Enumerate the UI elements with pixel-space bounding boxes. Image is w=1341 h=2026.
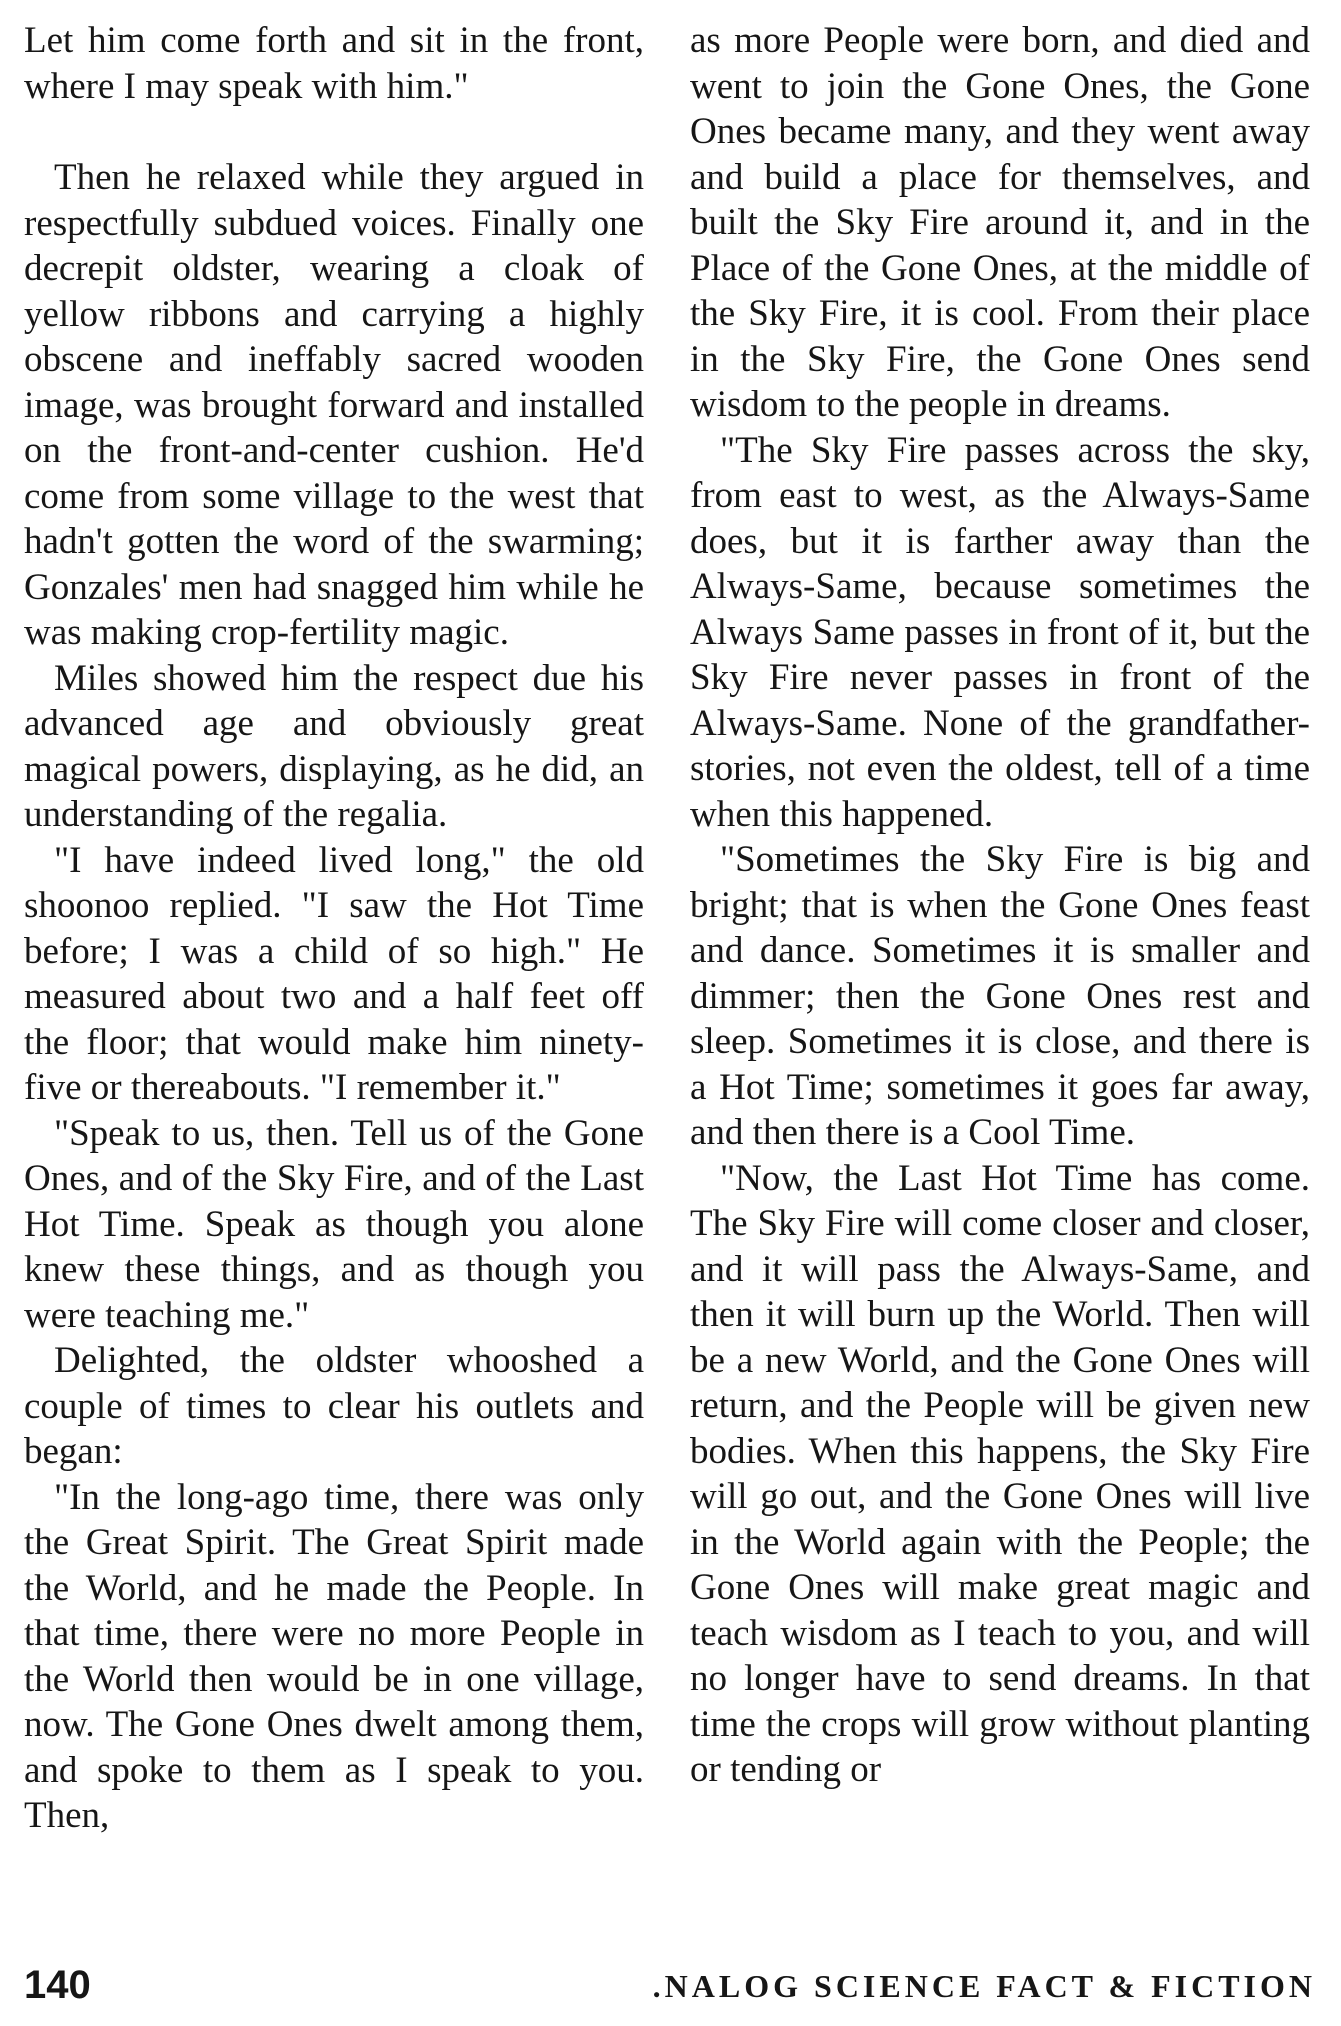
paragraph: "Sometimes the Sky Fire is big and bright; that is when the Gone Ones feast and dance. Sometimes it is smaller and dimmer; then the Gone Ones rest and sleep. Sometimes it is close, and there is a Hot Time; sometimes it goes far away, and then there is a Cool Time. (690, 839, 1310, 1153)
running-head: .NALOG SCIENCE FACT & FICTION (652, 1968, 1316, 2004)
page-number: 140 (24, 1963, 91, 2007)
paragraph: as more People were born, and died and went to join the Gone Ones, the Gone Ones became many, and they went away and build a place for themselves, and built the Sky Fire around it, and in the Place of the Gone Ones, at the middle of the Sky Fire, it is cool. From their place in the Sky Fire, the Gone Ones send wisdom to the people in dreams. (690, 20, 1310, 425)
left-text-column (24, 18, 644, 1839)
paragraph: Delighted, the oldster whooshed a couple of times to clear his outlets and began: (24, 1340, 644, 1472)
paragraph: Then he relaxed while they argued in respectfully subdued voices. Finally one decrepit oldster, wearing a cloak of yellow ribbons and carrying a highly obscene and ineffably sacred wooden image, was brought forward and installed on the front-and-center cushion. He'd come from some village to the west that hadn't gotten the word of the swarming; Gonzales' men had snagged him while he was making crop-fertility magic. (24, 157, 644, 653)
paragraph: Let him come forth and sit in the front, where I may speak with him." (24, 20, 644, 107)
paragraph: "Now, the Last Hot Time has come. The Sky Fire will come closer and closer, and it will pass the Always-Same, and then it will burn up the World. Then will be a new World, and the Gone Ones will return, and the People will be given new bodies. When this happens, the Sky Fire will go out, and the Gone Ones will live in the World again with the People; the Gone Ones will make great magic and teach wisdom as I teach to you, and will no longer have to send dreams. In that time the crops will grow without planting or tending or (690, 1157, 1310, 1790)
paragraph: "In the long-ago time, there was only the Great Spirit. The Great Spirit made the World, and he made the People. In that time, there were no more People in the World then would be in one village, now. The Gone Ones dwelt among them, and spoke to them as I speak to you. Then, (24, 1476, 644, 1836)
page-footer (24, 1960, 1316, 2010)
paragraph: "I have indeed lived long," the old shoonoo replied. "I saw the Hot Time before; I was a child of so high." He measured about two and a half feet off the floor; that would make him ninety-five or thereabouts. "I remember it." (24, 839, 644, 1108)
right-text-column (690, 18, 1310, 1793)
paragraph: "Speak to us, then. Tell us of the Gone Ones, and of the Sky Fire, and of the Last Hot Time. Speak as though you alone knew these things, and as though you were teaching me." (24, 1112, 644, 1336)
paragraph: "The Sky Fire passes across the sky, from east to west, as the Always-Same does, but it is farther away than the Always-Same, because sometimes the Always Same passes in front of it, but the Sky Fire never passes in front of the Always-Same. None of the grandfather-stories, not even the oldest, tell of a time when this happened. (690, 429, 1310, 835)
paragraph: Miles showed him the respect due his advanced age and obviously great magical powers, displaying, as he did, an understanding of the regalia. (24, 657, 644, 835)
